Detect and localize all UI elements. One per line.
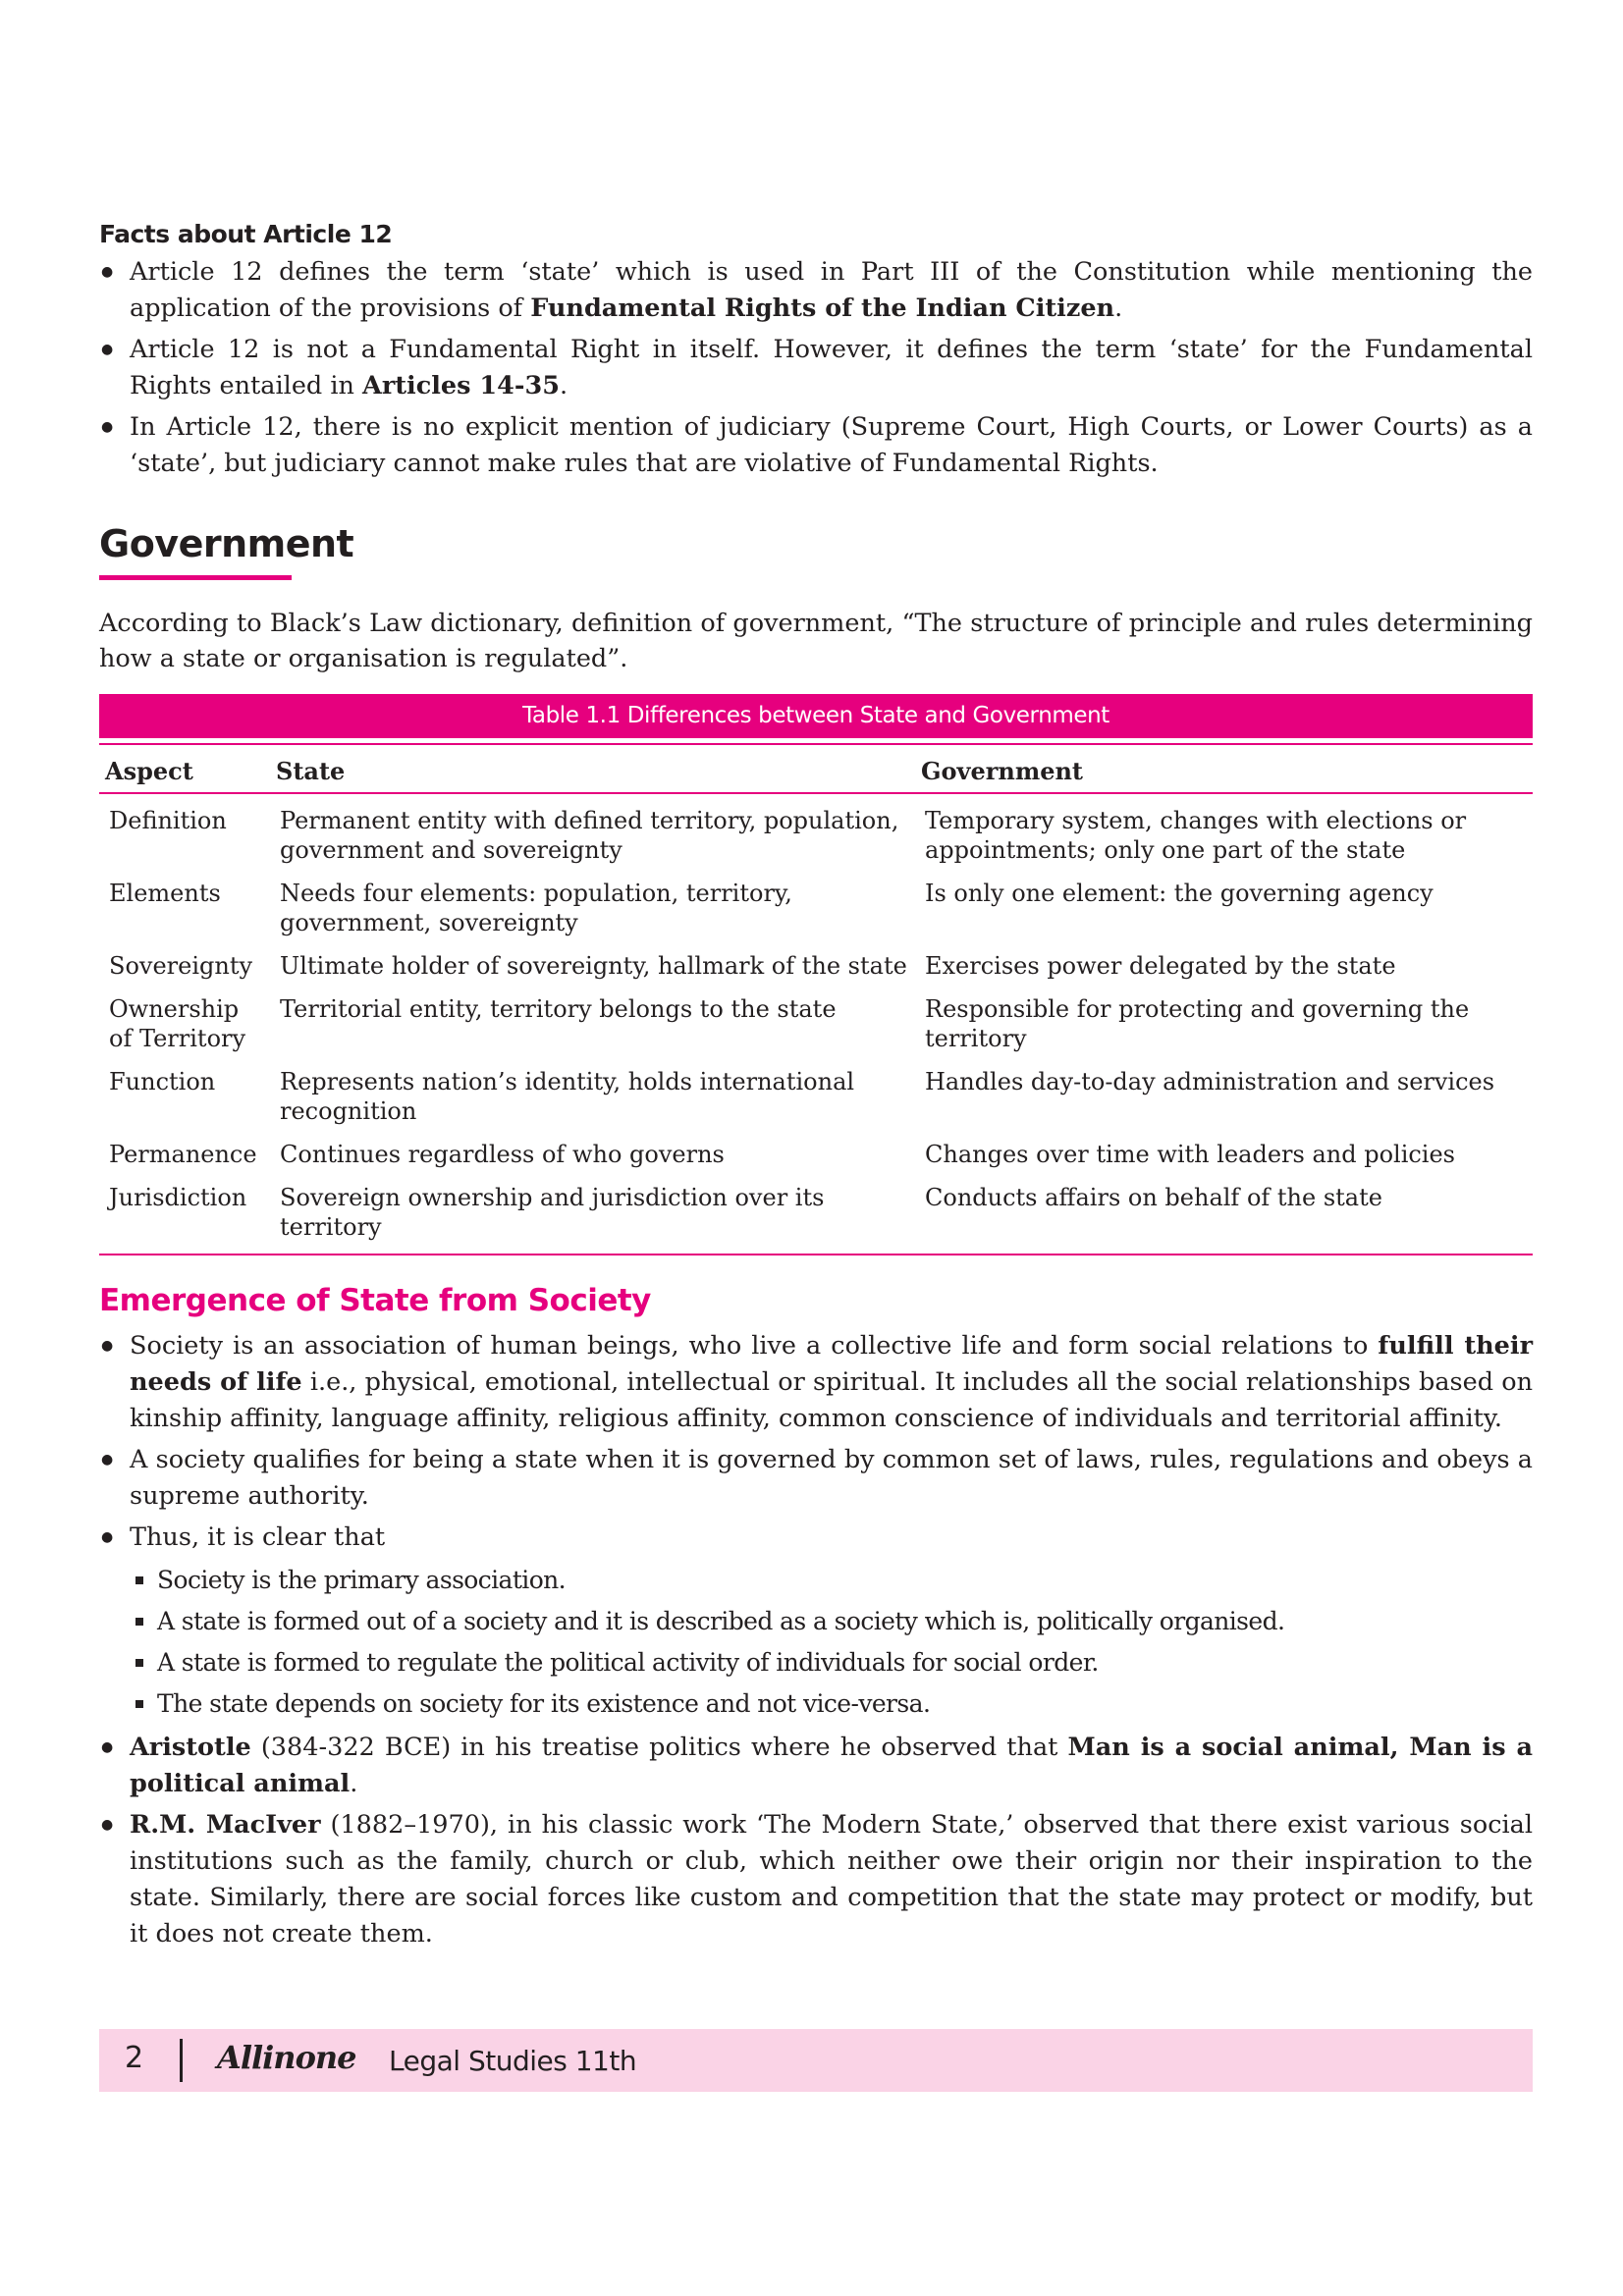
cell-government: Temporary system, changes with elections or appointments; only one part of the state bbox=[925, 807, 1467, 864]
cell-government: Handles day-to-day administration and services bbox=[925, 1068, 1495, 1095]
cell-aspect: Elements bbox=[109, 880, 221, 907]
cell-aspect: Ownership of Territory bbox=[109, 995, 246, 1052]
facts-item: ● In Article 12, there is no explicit mention of judiciary (Supreme Court, High Courts, or Lower Courts) as a ‘state’, but judiciary cannot make rules that are violative of Fundamental Rights. bbox=[99, 409, 1533, 482]
emergence-title: Emergence of State from Society bbox=[99, 1283, 651, 1318]
facts-list bbox=[99, 254, 1533, 482]
cell-government: Responsible for protecting and governing the territory bbox=[925, 995, 1470, 1052]
cell-state: Represents nation’s identity, holds international recognition bbox=[280, 1068, 855, 1125]
page-footer bbox=[99, 2029, 1533, 2092]
header-government: Government bbox=[915, 751, 1533, 793]
cell-aspect: Function bbox=[109, 1068, 216, 1095]
cell-aspect: Sovereignty bbox=[109, 952, 253, 980]
cell-state: Territorial entity, territory belongs to the state bbox=[280, 995, 837, 1023]
table-caption: Table 1.1 Differences between State and Government bbox=[99, 694, 1533, 738]
caption-rule bbox=[99, 743, 1533, 745]
table-row bbox=[99, 1134, 1533, 1177]
emergence-item: ● A society qualifies for being a state when it is governed by common set of laws, rules, regulations and obeys a supreme authority. bbox=[99, 1442, 1533, 1515]
table-row bbox=[99, 945, 1533, 988]
cell-state: Permanent entity with defined territory, population, government and sovereignty bbox=[280, 807, 899, 864]
emergence-item: ● Aristotle (384-322 BCE) in his treatise politics where he observed that Man is a social animal, Man is a political animal. bbox=[99, 1730, 1533, 1802]
table-row bbox=[99, 1177, 1533, 1255]
table-header-row bbox=[99, 751, 1533, 793]
cell-state: Ultimate holder of sovereignty, hallmark of the state bbox=[280, 952, 907, 980]
page-number: 2 bbox=[125, 2041, 144, 2075]
cell-state: Needs four elements: population, territory, government, sovereignty bbox=[280, 880, 792, 936]
emergence-item: ● Society is an association of human beings, who live a collective life and form social relations to fulfill their needs of life i.e., physical, emotional, intellectual or spiritual. It includes all the social relationships based on kinship affinity, language affinity, religious affinity, common conscience of individuals and territorial affinity. bbox=[99, 1328, 1533, 1437]
sub-list-item: The state depends on society for its existence and not vice-versa. bbox=[130, 1683, 1533, 1725]
table-row bbox=[99, 793, 1533, 873]
emergence-item: ● R.M. MacIver (1882–1970), in his classic work ‘The Modern State,’ observed that there exist various social institutions such as the family, church or club, which neither owe their origin nor their inspiration to the state. Similarly, there are social forces like custom and competition that the state may protect or modify, but it does not create them. bbox=[99, 1807, 1533, 1952]
table-row bbox=[99, 873, 1533, 945]
page-content bbox=[99, 220, 1533, 1957]
table-row bbox=[99, 1061, 1533, 1134]
government-intro: According to Black’s Law dictionary, definition of government, “The structure of principle and rules determining how a state or organisation is regulated”. bbox=[99, 609, 1533, 673]
cell-government: Exercises power delegated by the state bbox=[925, 952, 1396, 980]
cell-aspect: Definition bbox=[109, 807, 227, 834]
facts-item: ● Article 12 is not a Fundamental Right in itself. However, it defines the term ‘state’ for the Fundamental Rights entailed in Articles 14-35. bbox=[99, 332, 1533, 404]
cell-government: Is only one element: the governing agency bbox=[925, 880, 1434, 907]
cell-state: Continues regardless of who governs bbox=[280, 1141, 725, 1168]
cell-state: Sovereign ownership and jurisdiction over its territory bbox=[270, 1177, 915, 1255]
emergence-list bbox=[99, 1328, 1533, 1952]
header-state: State bbox=[270, 751, 915, 793]
cell-government: Conducts affairs on behalf of the state bbox=[915, 1177, 1533, 1255]
footer-divider bbox=[180, 2039, 183, 2082]
sub-list-item: Society is the primary association. bbox=[130, 1560, 1533, 1601]
facts-item: ● Article 12 defines the term ‘state’ which is used in Part III of the Constitution while mentioning the application of the provisions of Fundamental Rights of the Indian Citizen. bbox=[99, 254, 1533, 327]
cell-aspect: Permanence bbox=[109, 1141, 257, 1168]
cell-aspect: Jurisdiction bbox=[99, 1177, 270, 1255]
book-title: Legal Studies 11th bbox=[389, 2045, 637, 2077]
cell-government: Changes over time with leaders and policies bbox=[925, 1141, 1455, 1168]
facts-heading: Facts about Article 12 bbox=[99, 220, 393, 248]
sub-list-item: A state is formed out of a society and it is described as a society which is, politically organised. bbox=[130, 1601, 1533, 1642]
table-row bbox=[99, 988, 1533, 1061]
emergence-item: ● Thus, it is clear that Society is the primary association. A state is formed out of a society and it is described as a society which is, politically organised. A state is formed to regulate the political activity of individuals for social order. The state depends on society for its existence and not vice-versa. bbox=[99, 1520, 1533, 1725]
differences-table bbox=[99, 751, 1533, 1255]
brand-logo: Allinone bbox=[217, 2039, 356, 2076]
government-title: Government bbox=[99, 522, 354, 565]
sub-list-item: A state is formed to regulate the political activity of individuals for social order. bbox=[130, 1642, 1533, 1683]
sub-list bbox=[130, 1560, 1533, 1725]
header-aspect: Aspect bbox=[99, 751, 270, 793]
title-underline bbox=[99, 575, 292, 580]
